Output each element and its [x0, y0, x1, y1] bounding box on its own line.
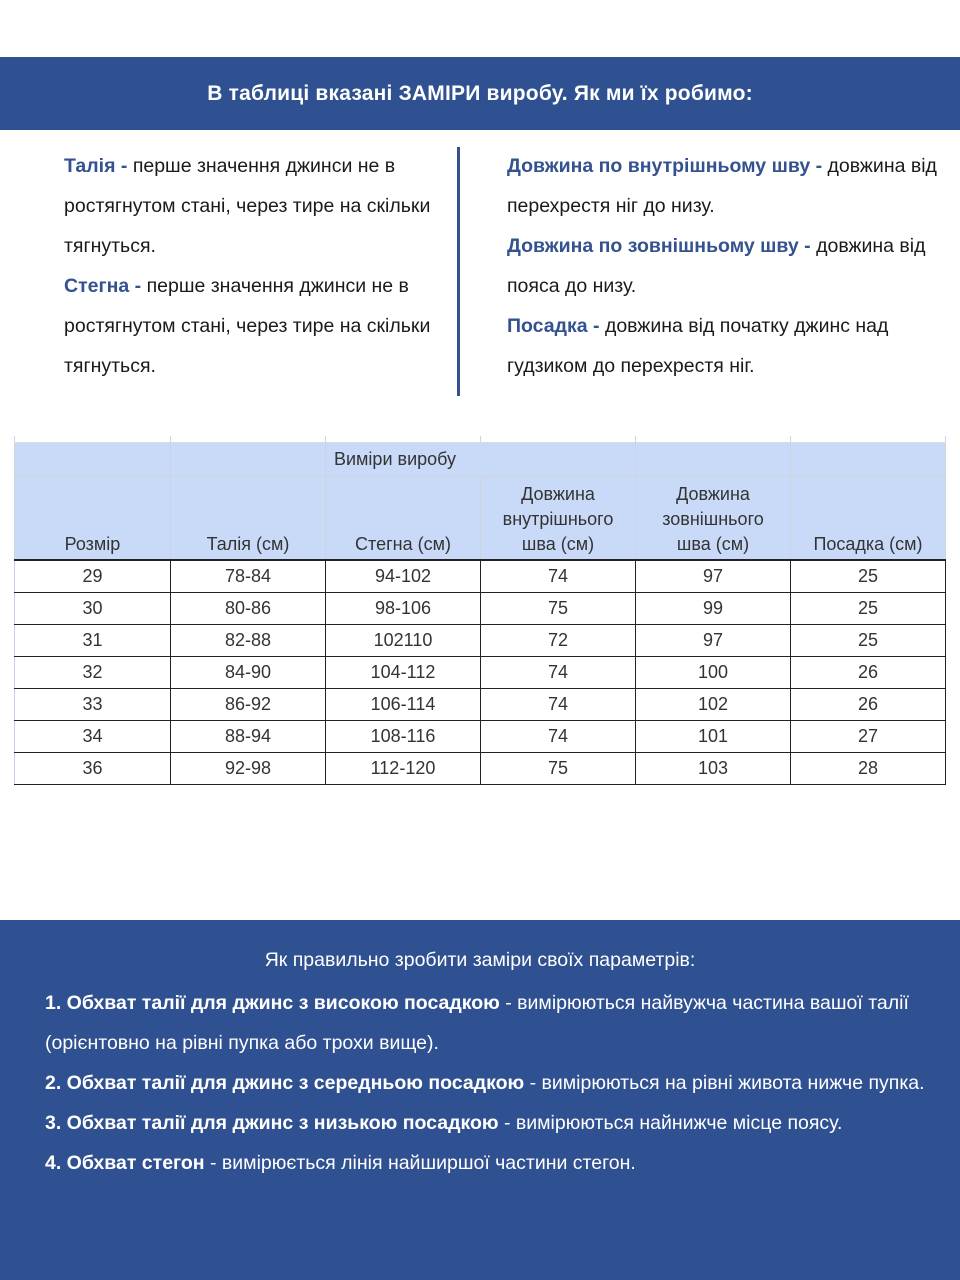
cell-inseam: 72 [481, 625, 636, 657]
table-row [15, 753, 946, 785]
cell-rise: 28 [791, 753, 946, 785]
cell-inseam: 75 [481, 753, 636, 785]
cell-rise: 27 [791, 721, 946, 753]
guide-item-text: - вимірюються найвужча частина вашої талії (орієнтовно на рівні пупка або трохи вище). [45, 992, 909, 1054]
cell-rise: 26 [791, 657, 946, 689]
definition-term: Посадка - [507, 315, 605, 337]
top-banner [0, 57, 960, 130]
cell-rise: 26 [791, 689, 946, 721]
cell-rise: 25 [791, 560, 946, 593]
guide-item [45, 983, 935, 1063]
cell-outseam: 97 [636, 625, 791, 657]
definition-term: Довжина по внутрішньому шву - [507, 155, 828, 177]
definition-outseam [507, 226, 937, 306]
cell-waist: 78-84 [171, 560, 326, 593]
definition-desc: довжина від перехрестя ніг до низу. [507, 155, 937, 217]
table-title-row [15, 443, 946, 477]
table-row [15, 721, 946, 753]
header-rise: Посадка (см) [791, 477, 946, 561]
guide-item-text: - вимірюються на рівні живота нижче пупка. [524, 1072, 925, 1094]
cell-hips: 108-116 [326, 721, 481, 753]
table-row [15, 593, 946, 625]
cell-inseam: 74 [481, 657, 636, 689]
cell-outseam: 100 [636, 657, 791, 689]
measurement-guide-panel [0, 920, 960, 1280]
guide-item-heading: 3. Обхват талії для джинс з низькою посадкою [45, 1112, 499, 1134]
guide-item [45, 1143, 935, 1183]
cell-waist: 88-94 [171, 721, 326, 753]
definition-rise [507, 306, 937, 386]
cell-waist: 92-98 [171, 753, 326, 785]
definition-desc: перше значення джинси не в ростягнутом стані, через тире на скільки тягнуться. [64, 275, 431, 377]
guide-item [45, 1063, 935, 1103]
cell-waist: 80-86 [171, 593, 326, 625]
banner-title: В таблиці вказані ЗАМІРИ виробу. Як ми їх робимо: [207, 81, 753, 105]
cell-size: 29 [15, 560, 171, 593]
table-header-row [15, 477, 946, 561]
cell-inseam: 74 [481, 560, 636, 593]
cell-size: 32 [15, 657, 171, 689]
guide-list [45, 983, 935, 1183]
cell-outseam: 101 [636, 721, 791, 753]
table-row [15, 625, 946, 657]
table-row [15, 657, 946, 689]
cell-hips: 98-106 [326, 593, 481, 625]
definition-waist [64, 146, 444, 266]
cell-size: 30 [15, 593, 171, 625]
cell-hips: 102110 [326, 625, 481, 657]
cell-waist: 84-90 [171, 657, 326, 689]
guide-item [45, 1103, 935, 1143]
definition-desc: довжина від пояса до низу. [507, 235, 926, 297]
cell-waist: 82-88 [171, 625, 326, 657]
cell-inseam: 74 [481, 721, 636, 753]
cell-rise: 25 [791, 625, 946, 657]
header-waist: Талія (см) [171, 477, 326, 561]
cell-waist: 86-92 [171, 689, 326, 721]
definition-hips [64, 266, 444, 386]
definitions-right [507, 146, 937, 386]
header-size: Розмір [15, 477, 171, 561]
table-title: Виміри виробу [326, 443, 636, 477]
cell-inseam: 74 [481, 689, 636, 721]
guide-item-heading: 4. Обхват стегон [45, 1152, 205, 1174]
cell-inseam: 75 [481, 593, 636, 625]
guide-title: Як правильно зробити заміри своїх параметрів: [264, 949, 696, 971]
header-inseam: Довжина внутрішнього шва (см) [481, 477, 636, 561]
cell-hips: 112-120 [326, 753, 481, 785]
definition-inseam [507, 146, 937, 226]
cell-hips: 104-112 [326, 657, 481, 689]
cell-outseam: 97 [636, 560, 791, 593]
cell-size: 34 [15, 721, 171, 753]
guide-item-heading: 2. Обхват талії для джинс з середньою посадкою [45, 1072, 525, 1094]
guide-item-text: - вимірюється лінія найширшої частини стегон. [204, 1152, 636, 1174]
definition-desc: довжина від початку джинс над гудзиком до перехрестя ніг. [507, 315, 889, 377]
cell-rise: 25 [791, 593, 946, 625]
table-row [15, 689, 946, 721]
cell-hips: 106-114 [326, 689, 481, 721]
definition-term: Довжина по зовнішньому шву - [507, 235, 817, 257]
definition-desc: перше значення джинси не в ростягнутом стані, через тире на скільки тягнуться. [64, 155, 431, 257]
definition-term: Талія - [64, 155, 133, 177]
size-table [14, 436, 946, 785]
header-outseam: Довжина зовнішнього шва (см) [636, 477, 791, 561]
cell-size: 33 [15, 689, 171, 721]
guide-item-heading: 1. Обхват талії для джинс з високою посадкою [45, 992, 500, 1014]
table-row [15, 560, 946, 593]
cell-outseam: 102 [636, 689, 791, 721]
cell-size: 36 [15, 753, 171, 785]
column-divider [457, 147, 460, 396]
cell-outseam: 103 [636, 753, 791, 785]
cell-outseam: 99 [636, 593, 791, 625]
definition-term: Стегна - [64, 275, 147, 297]
guide-item-text: - вимірюються найнижче місце поясу. [498, 1112, 843, 1134]
definitions-left [64, 146, 444, 386]
cell-hips: 94-102 [326, 560, 481, 593]
cell-size: 31 [15, 625, 171, 657]
header-hips: Стегна (см) [326, 477, 481, 561]
